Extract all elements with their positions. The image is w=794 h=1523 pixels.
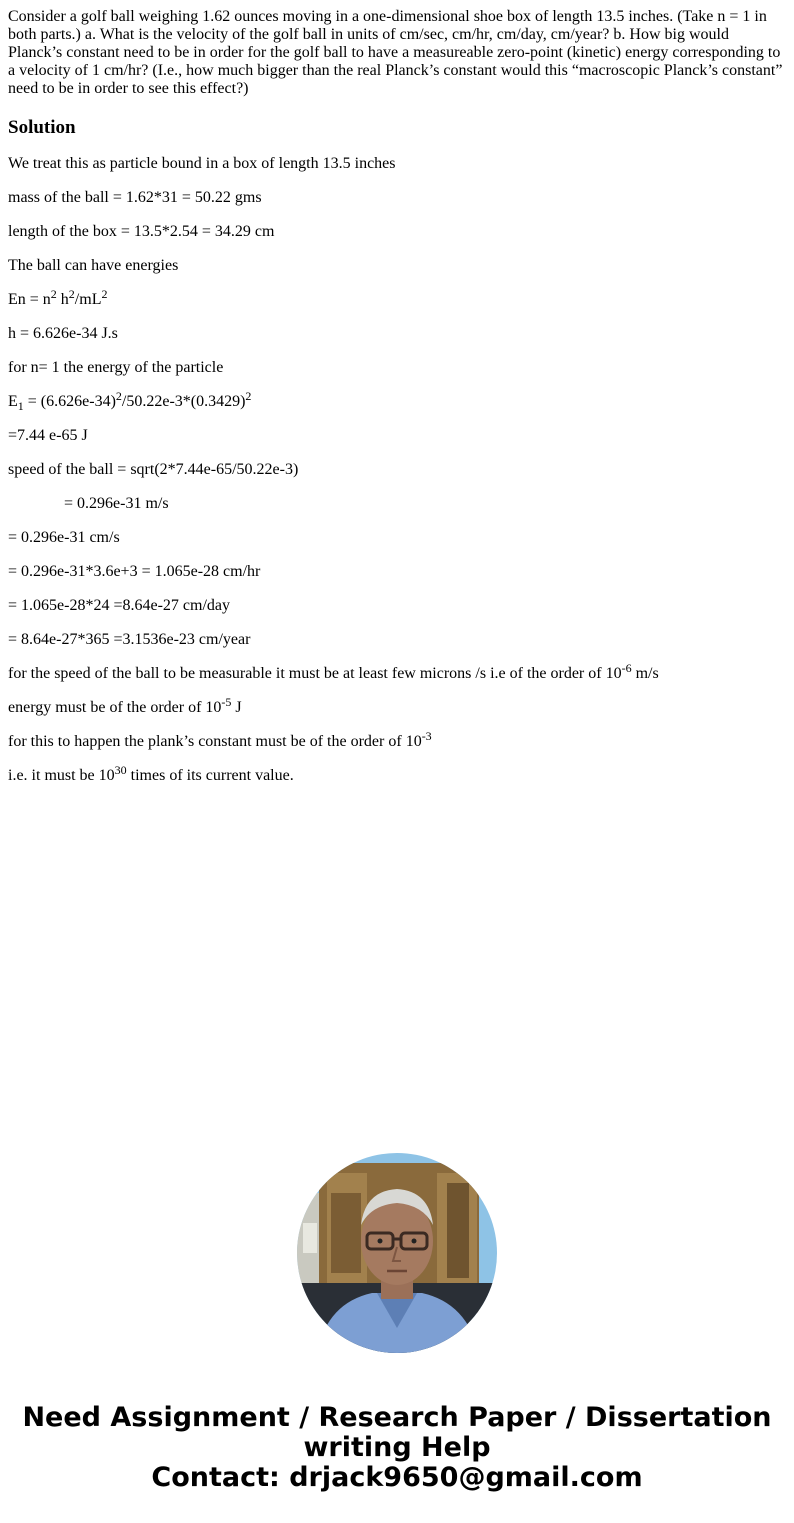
solution-line: = 8.64e-27*365 =3.1536e-23 cm/year <box>8 631 251 648</box>
banner-line: writing Help <box>303 1432 491 1463</box>
author-portrait-image <box>297 1153 497 1353</box>
solution-line: energy must be of the order of $10^{-5}$ J <box>8 695 242 716</box>
solution-line: We treat this as particle bound in a box of length 13.5 inches <box>8 155 396 172</box>
solution-line: for the speed of the ball to be measurable it must be at least few microns /s i.e of the order of $10^{-6}$ m/s <box>8 661 659 682</box>
banner-line: Need Assignment / Research Paper / Dissertation <box>22 1402 772 1433</box>
solution-line: = 0.296e-31 cm/s <box>8 529 120 546</box>
solution-line: for this to happen the plank’s constant must be of the order of $10^{-3}$ <box>8 729 432 750</box>
contact-email: Contact: drjack9650@gmail.com <box>151 1462 643 1493</box>
solution-line: h = 6.626e-34 J.s <box>8 325 118 342</box>
solution-line: = 1.065e-28*24 =8.64e-27 cm/day <box>8 597 230 614</box>
solution-line: = 0.296e-31*3.6e+3 = 1.065e-28 cm/hr <box>8 563 261 580</box>
solution-line: =7.44 e-65 J <box>8 427 88 444</box>
solution-line: i.e. it must be $10^{30}$ times of its current value. <box>8 763 294 784</box>
solution-line: speed of the ball = sqrt(2*7.44e-65/50.22e-3) <box>8 461 299 478</box>
author-avatar <box>297 1153 497 1353</box>
energy-calculation: $E_1 = (6.626e-34)^2/50.22e-3*(0.3429)^2$ <box>8 389 252 413</box>
solution-line: The ball can have energies <box>8 257 179 274</box>
contact-banner <box>0 1403 794 1493</box>
solution-line: mass of the ball = 1.62*31 = 50.22 gms <box>8 189 262 206</box>
question-text: Consider a golf ball weighing 1.62 ounces moving in a one-dimensional shoe box of length 13.5 inches. (Take n = 1 in both parts.) a. What is the velocity of the golf ball in units of cm/sec, cm/hr, cm/day, cm/year? b. How big would Planck’s constant need to be in order for the golf ball to have a measureable zero-point (kinetic) energy corresponding to a velocity of 1 cm/hr? (I.e., how much bigger than the real Planck’s constant would this “macroscopic Planck’s constant” need to be in order to see this effect?) <box>8 8 783 97</box>
solution-heading: Solution <box>8 117 76 138</box>
solution-line: length of the box = 13.5*2.54 = 34.29 cm <box>8 223 275 240</box>
energy-formula: $En = n^2$ $h^2/mL^2$ <box>8 287 108 308</box>
solution-line: for n= 1 the energy of the particle <box>8 359 224 376</box>
solution-line: = 0.296e-31 m/s <box>64 495 169 512</box>
